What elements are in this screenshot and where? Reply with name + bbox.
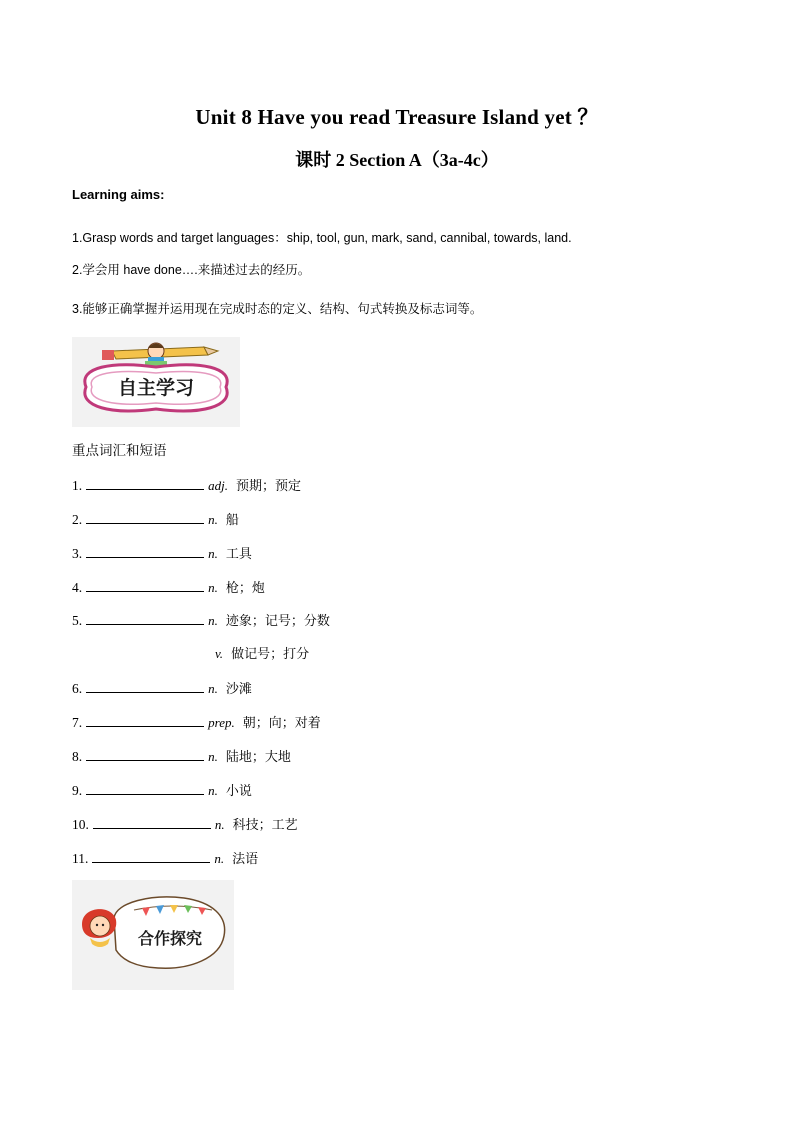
vocab-pos: adj. [208, 478, 228, 493]
vocab-pos: n. [208, 580, 218, 595]
vocab-item [72, 543, 252, 565]
vocab-number: 7. [72, 715, 83, 730]
self-study-label: 自主学习 [117, 377, 195, 399]
vocab-pos: n. [208, 783, 218, 798]
vocab-meaning: 法语 [232, 852, 259, 867]
vocab-answer-blank[interactable] [92, 848, 210, 863]
vocab-answer-blank[interactable] [93, 814, 211, 829]
cooperation-label: 合作探究 [137, 929, 203, 948]
page-title: Unit 8 Have you read Treasure Island yet ？ [195, 105, 599, 129]
vocab-meaning: 沙滩 [225, 682, 252, 697]
vocab-item [72, 814, 298, 836]
vocab-number: 3. [72, 546, 83, 561]
vocab-pos: n. [208, 546, 218, 561]
lesson-subtitle: 课时 2 Section A（3a-4c） [295, 150, 499, 170]
vocab-number: 9. [72, 783, 83, 798]
vocab-number: 11. [72, 851, 89, 866]
vocab-answer-blank[interactable] [86, 678, 204, 693]
vocab-number: 10. [72, 817, 89, 832]
vocab-meaning: 船 [225, 513, 239, 528]
vocab-item-5-extra [211, 643, 309, 662]
vocab-item [72, 848, 258, 870]
vocab-meaning: 枪；炮 [225, 581, 265, 596]
vocab-item [72, 509, 239, 531]
self-study-badge [72, 337, 240, 427]
vocab-answer-blank[interactable] [86, 543, 204, 558]
vocab-answer-blank[interactable] [86, 780, 204, 795]
vocab-pos: n. [208, 613, 218, 628]
vocab-item [72, 475, 301, 497]
vocab-number: 1. [72, 478, 83, 493]
vocab-number: 4. [72, 580, 83, 595]
vocab-extra-meaning: 做记号；打分 [231, 647, 310, 662]
vocab-pos: n. [214, 817, 225, 832]
vocab-answer-blank[interactable] [86, 577, 204, 592]
vocab-meaning: 迹象；记号；分数 [225, 614, 330, 629]
vocab-number: 5. [72, 613, 83, 628]
vocab-meaning: 科技；工艺 [232, 818, 298, 833]
aim-2: 2.学会用 have done….来描述过去的经历。 [72, 263, 311, 277]
vocab-number: 6. [72, 681, 83, 696]
vocab-item [72, 678, 252, 700]
aim-3: 3.能够正确掌握并运用现在完成时态的定义、结构、句式转换及标志词等。 [72, 302, 483, 316]
vocab-answer-blank[interactable] [86, 746, 204, 761]
vocab-pos: prep. [208, 715, 235, 730]
vocab-heading: 重点词汇和短语 [72, 443, 167, 459]
vocab-number: 2. [72, 512, 83, 527]
vocab-item [72, 746, 291, 768]
vocab-pos: n. [214, 851, 225, 866]
vocab-answer-blank[interactable] [86, 509, 204, 524]
vocab-meaning: 工具 [225, 547, 252, 562]
vocab-meaning: 陆地；大地 [225, 750, 291, 765]
vocab-pos: n. [208, 681, 218, 696]
vocab-item [72, 780, 252, 802]
vocab-item [72, 712, 321, 734]
vocab-pos: n. [208, 749, 218, 764]
vocab-extra-pos: v. [215, 646, 224, 661]
vocab-meaning: 朝；向；对着 [242, 716, 321, 731]
vocab-answer-blank[interactable] [86, 610, 204, 625]
vocab-number: 8. [72, 749, 83, 764]
aim-1: 1.Grasp words and target languages：ship, tool, gun, mark, sand, cannibal, towards, land. [72, 231, 572, 245]
self-study-badge-art [72, 337, 240, 427]
vocab-meaning: 小说 [225, 784, 252, 799]
vocab-item [72, 610, 330, 632]
cooperation-badge [72, 880, 234, 990]
vocab-answer-blank[interactable] [86, 712, 204, 727]
vocab-pos: n. [208, 512, 218, 527]
vocab-item [72, 577, 265, 599]
learning-aims-heading: Learning aims: [72, 187, 165, 202]
vocab-meaning: 预期；预定 [236, 479, 302, 494]
cooperation-badge-art [72, 880, 234, 990]
vocab-answer-blank[interactable] [86, 475, 204, 490]
